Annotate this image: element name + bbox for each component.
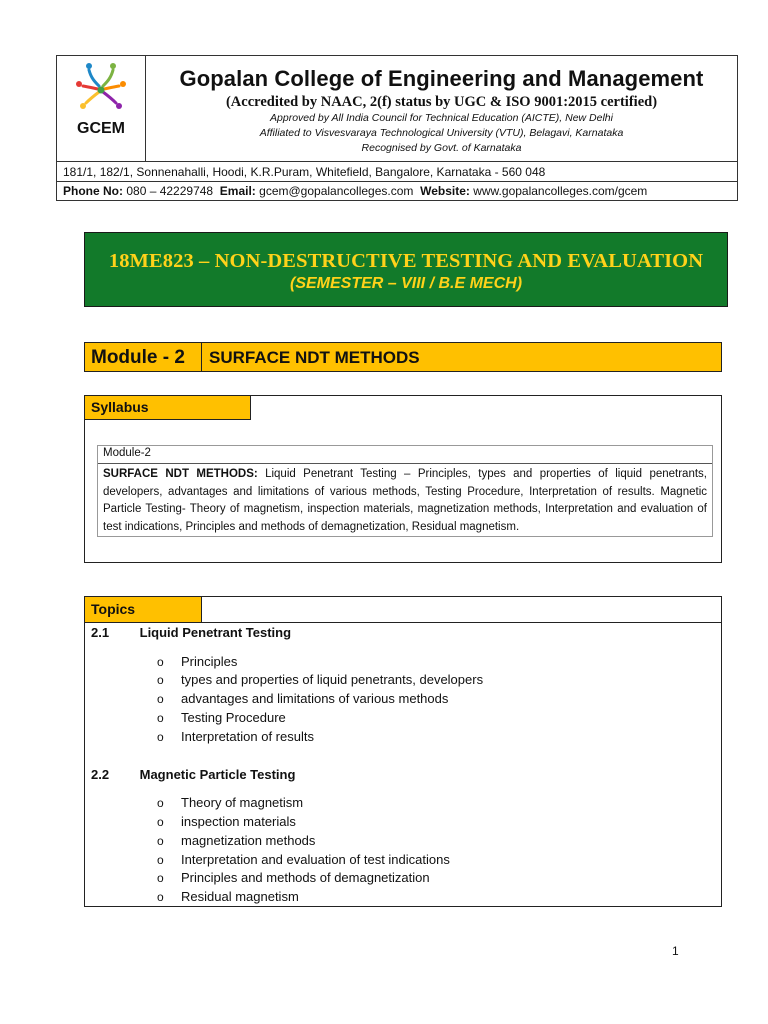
header-main <box>146 56 737 161</box>
list-item <box>157 729 314 744</box>
approval-line: Approved by All India Council for Technical Education (AICTE), New Delhi <box>270 112 613 124</box>
contact-line <box>57 181 737 201</box>
bullet-icon: o <box>157 834 164 848</box>
section-number: 2.1 <box>91 625 110 640</box>
website-label: Website: <box>420 184 470 198</box>
bullet-icon: o <box>157 815 164 829</box>
item-text: Residual magnetism <box>181 889 299 904</box>
bullet-icon: o <box>157 692 164 706</box>
bullet-icon: o <box>157 655 164 669</box>
item-text: Interpretation of results <box>181 729 314 744</box>
divider <box>97 463 713 464</box>
syllabus-body: Liquid Penetrant Testing – Principles, types and properties of liquid penetrants, developers, advantages and limitations of various methods, Testing Procedure, Interpretation of results. Magnetic Particle Testing- Theory of magnetism, inspection materials, magnetization methods, Interpretation and evaluation of test indications, Principles and methods of demagnetization, Residual magnetism. <box>103 468 707 533</box>
list-item <box>157 672 483 687</box>
module-bar <box>84 342 722 372</box>
phone-number: 080 – 42229748 <box>126 184 214 198</box>
accreditation-line: (Accredited by NAAC, 2(f) status by UGC & ISO 9001:2015 certified) <box>225 94 658 110</box>
item-text: advantages and limitations of various methods <box>181 691 449 706</box>
syllabus-module-label: Module-2 <box>103 447 151 459</box>
list-item <box>157 852 450 867</box>
divider <box>97 445 713 446</box>
topics-heading: Topics <box>85 597 202 622</box>
list-item <box>157 710 286 725</box>
college-header <box>56 55 738 201</box>
list-item <box>157 691 448 706</box>
syllabus-lead: SURFACE NDT METHODS: <box>103 468 258 480</box>
syllabus-text <box>103 466 707 536</box>
topics-box <box>84 596 722 907</box>
item-text: Testing Procedure <box>181 710 286 725</box>
list-item <box>157 654 237 669</box>
email-label: Email: <box>219 184 256 198</box>
college-logo <box>57 56 146 161</box>
item-text: Interpretation and evaluation of test indications <box>181 852 450 867</box>
divider <box>97 445 98 536</box>
bullet-icon: o <box>157 711 164 725</box>
website-url: www.gopalancolleges.com/gcem <box>473 184 648 198</box>
syllabus-heading: Syllabus <box>85 396 251 420</box>
course-banner <box>84 232 728 307</box>
email-address: gcem@gopalancolleges.com <box>259 184 414 198</box>
college-name: Gopalan College of Engineering and Management <box>179 66 704 91</box>
topic-section <box>91 767 295 782</box>
bullet-icon: o <box>157 853 164 867</box>
item-text: types and properties of liquid penetrants, developers <box>181 672 484 687</box>
section-title: Magnetic Particle Testing <box>139 767 296 782</box>
divider <box>85 622 721 623</box>
topic-section <box>91 625 291 640</box>
course-subtitle: (SEMESTER – VIII / B.E MECH) <box>289 275 523 292</box>
bullet-icon: o <box>157 796 164 810</box>
page-number: 1 <box>672 944 679 958</box>
gcem-logo-icon <box>73 60 129 118</box>
list-item <box>157 889 299 904</box>
recognition-line: Recognised by Govt. of Karnataka <box>361 142 522 154</box>
module-number: Module - 2 <box>85 343 202 371</box>
list-item <box>157 795 303 810</box>
bullet-icon: o <box>157 871 164 885</box>
divider <box>712 445 713 536</box>
syllabus-table <box>97 445 713 537</box>
affiliation-line: Affiliated to Visvesvaraya Technological University (VTU), Belagavi, Karnataka <box>259 127 624 139</box>
list-item <box>157 814 296 829</box>
list-item <box>157 833 315 848</box>
section-title: Liquid Penetrant Testing <box>139 625 292 640</box>
item-text: inspection materials <box>181 814 296 829</box>
bullet-icon: o <box>157 673 164 687</box>
item-text: magnetization methods <box>181 833 316 848</box>
course-title: 18ME823 – NON-DESTRUCTIVE TESTING AND EVALUATION <box>108 250 704 272</box>
module-title: SURFACE NDT METHODS <box>209 348 420 367</box>
item-text: Theory of magnetism <box>181 795 304 810</box>
item-text: Principles and methods of demagnetization <box>181 870 430 885</box>
logo-text: GCEM <box>77 120 125 137</box>
phone-label: Phone No: <box>63 184 123 198</box>
list-item <box>157 870 430 885</box>
section-number: 2.2 <box>91 767 110 782</box>
syllabus-box <box>84 395 722 563</box>
address-line: 181/1, 182/1, Sonnenahalli, Hoodi, K.R.Puram, Whitefield, Bangalore, Karnataka - 560 048 <box>57 161 737 181</box>
bullet-icon: o <box>157 730 164 744</box>
divider <box>97 536 713 537</box>
bullet-icon: o <box>157 890 164 904</box>
item-text: Principles <box>181 654 238 669</box>
